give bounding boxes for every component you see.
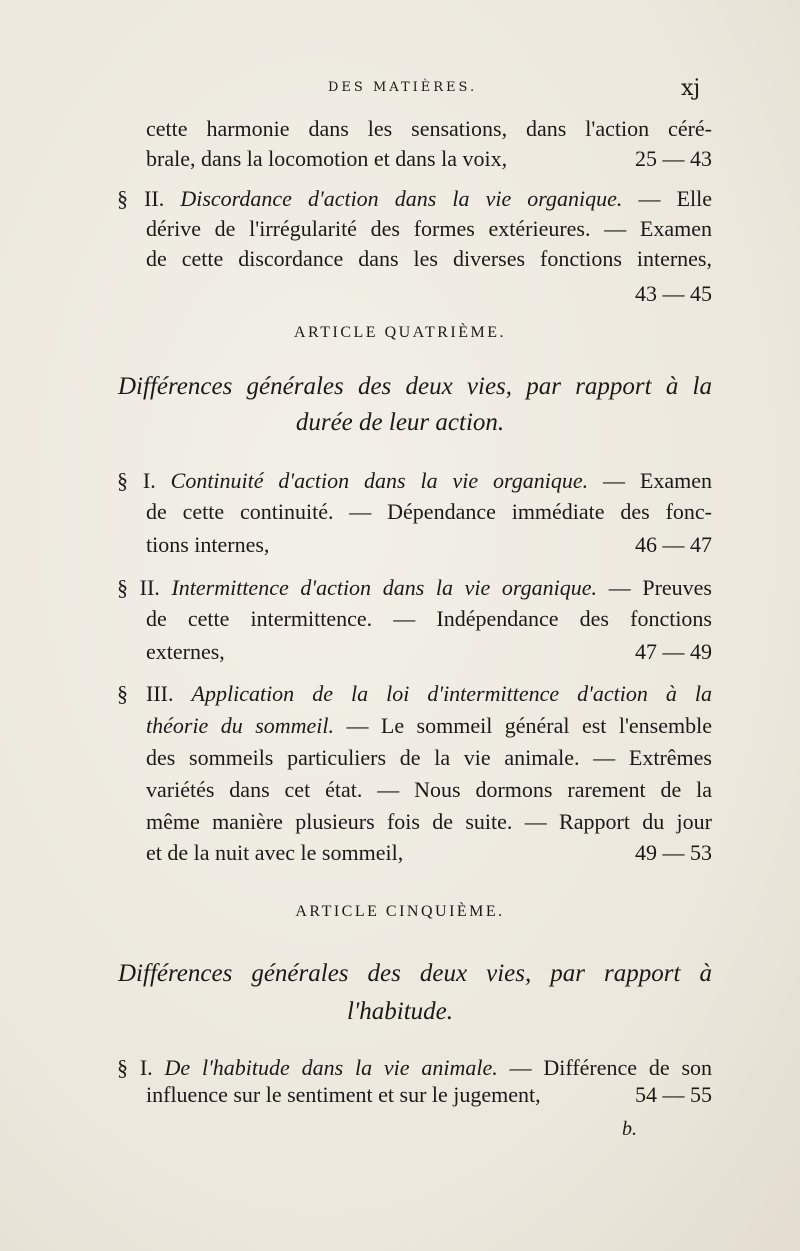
section-title: De l'habitude dans la vie animale. <box>164 1055 498 1080</box>
section-text: — Elle <box>622 186 712 211</box>
signature-mark: b. <box>622 1118 637 1140</box>
page-number: xj <box>681 76 701 101</box>
page-range: 25 — 43 <box>635 146 712 171</box>
page-range: 54 — 55 <box>635 1082 712 1107</box>
section-title: Intermittence d'action dans la vie organique. <box>171 575 598 600</box>
toc-line: tions internes, <box>146 532 270 557</box>
toc-line: dérive de l'irrégularité des formes extérieures. — Examen <box>146 216 712 241</box>
article-heading: ARTICLE CINQUIÈME. <box>295 903 505 920</box>
section-symbol: § II. <box>117 186 165 211</box>
toc-line <box>146 711 712 741</box>
section-symbol: § I. <box>117 468 156 493</box>
page-range: 47 — 49 <box>635 639 712 664</box>
toc-line: de cette intermittence. — Indépendance des fonctions <box>146 606 712 631</box>
section-symbol: § I. <box>117 1055 153 1080</box>
section-text: — Preuves <box>597 575 712 600</box>
toc-entry-heading <box>117 184 712 214</box>
section-symbol: § III. <box>117 681 174 706</box>
page-range: 46 — 47 <box>635 532 712 557</box>
section-text: — Le sommeil général est l'ensemble <box>334 713 712 738</box>
toc-line: influence sur le sentiment et sur le jugement, <box>146 1082 541 1107</box>
section-title: Application de la loi d'intermittence d'action à la <box>191 681 712 706</box>
section-text: — Différence de son <box>497 1055 713 1080</box>
section-text: — Examen <box>588 468 713 493</box>
toc-entry-heading <box>117 573 712 603</box>
article-heading: ARTICLE QUATRIÈME. <box>293 324 507 341</box>
toc-line: cette harmonie dans les sensations, dans l'action céré- <box>146 116 712 141</box>
page-range: 43 — 45 <box>635 281 712 306</box>
section-title: Discordance d'action dans la vie organique. <box>180 186 623 211</box>
section-symbol: § II. <box>117 575 160 600</box>
toc-entry-heading <box>117 466 712 496</box>
article-title: Différences générales des deux vies, par rapport à <box>118 960 712 987</box>
toc-line: externes, <box>146 639 225 664</box>
toc-line: de cette discordance dans les diverses fonctions internes, <box>146 246 712 271</box>
article-title: l'habitude. <box>346 998 454 1025</box>
toc-line: variétés dans cet état. — Nous dormons rarement de la <box>146 777 712 802</box>
toc-line: de cette continuité. — Dépendance immédiate des fonc- <box>146 499 712 524</box>
toc-line: même manière plusieurs fois de suite. — Rapport du jour <box>146 809 712 834</box>
article-title: durée de leur action. <box>295 409 505 436</box>
section-title: Continuité d'action dans la vie organique. <box>170 468 589 493</box>
toc-line: et de la nuit avec le sommeil, <box>146 840 404 865</box>
running-header <box>0 76 800 100</box>
article-title: Différences générales des deux vies, par rapport à la <box>118 373 712 400</box>
toc-line: brale, dans la locomotion et dans la voix, <box>146 146 508 171</box>
toc-entry-heading <box>117 1053 712 1083</box>
toc-entry-heading <box>117 679 712 709</box>
toc-line: des sommeils particuliers de la vie animale. — Extrêmes <box>146 745 712 770</box>
section-title: théorie du sommeil. <box>146 713 335 738</box>
running-title: DES MATIÈRES. <box>328 80 478 95</box>
page-range: 49 — 53 <box>635 840 712 865</box>
